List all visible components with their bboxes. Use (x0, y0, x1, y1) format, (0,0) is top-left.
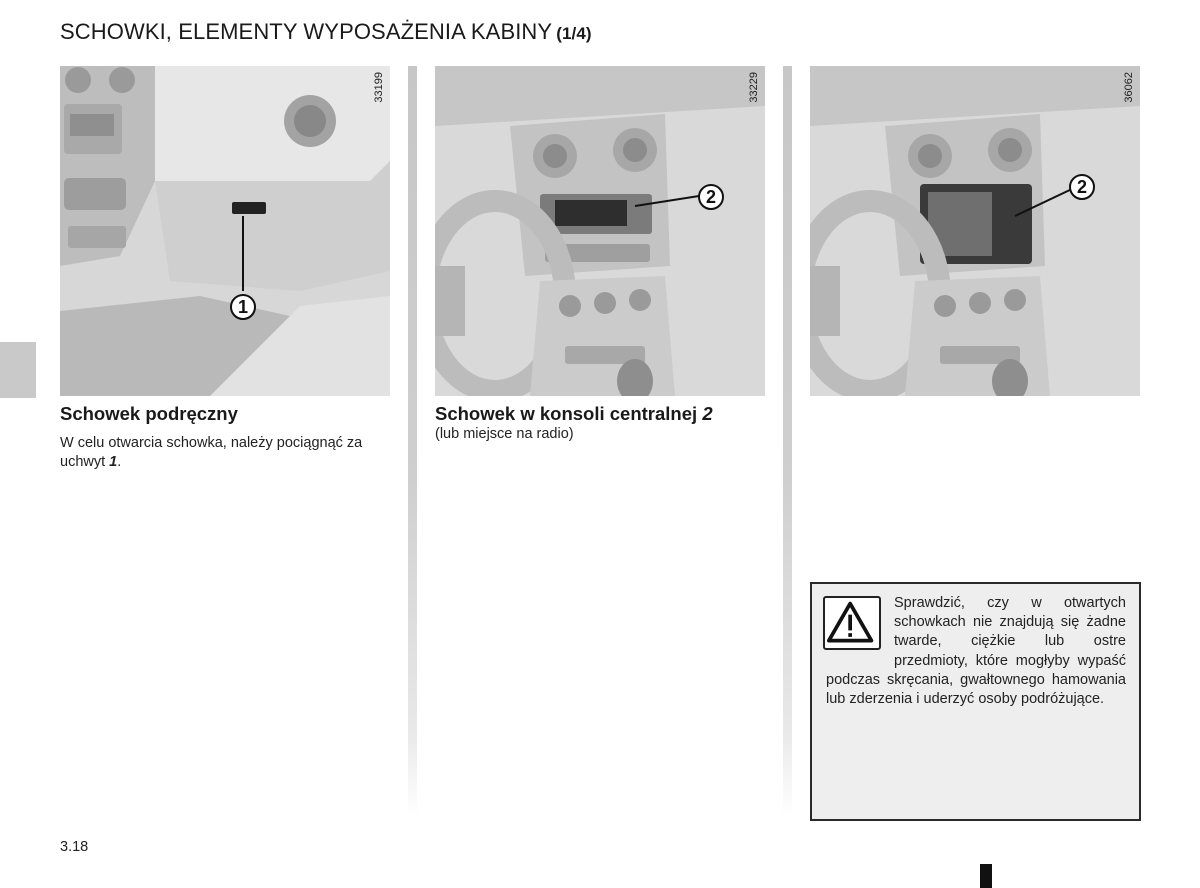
image-code: 36062 (1123, 72, 1135, 103)
page-title-text: SCHOWKI, ELEMENTY WYPOSAŻENIA KABINY (60, 19, 553, 44)
illustration-multimedia-screen (810, 66, 1140, 396)
instruction-text-end: . (117, 454, 122, 470)
section-heading-console-storage (435, 403, 713, 425)
chapter-tab (0, 342, 36, 398)
page-number: 3.18 (60, 839, 89, 855)
callout-console-storage: 2 (698, 184, 724, 210)
section-heading-glove-box: Schowek podręczny (60, 403, 238, 424)
callout-screen: 2 (1069, 174, 1095, 200)
image-code: 33229 (748, 72, 760, 103)
warning-text: Sprawdzić, czy w otwartych schowkach nie znajdują się żadne twarde, ciężkie lub ostre przedmioty, które mogłyby wypaść podczas skręcania, gwałtownego hamowania lub zderzenia i uderzyć osoby podróżujące. (826, 595, 1126, 708)
page-title-suffix: (1/4) (556, 24, 592, 43)
heading-text: Schowek w konsoli centralnej (435, 403, 703, 424)
illustration-console-storage (435, 66, 765, 396)
instruction-text: W celu otwarcia schowka, należy pociągnąć za uchwyt (60, 435, 363, 470)
column-divider-1 (408, 66, 417, 818)
illustration-glove-box (60, 66, 390, 396)
callout-reference: 1 (109, 454, 118, 470)
callout-glove-box-handle: 1 (230, 294, 256, 320)
column-divider-2 (783, 66, 792, 818)
glove-box-instructions (60, 434, 395, 472)
page-edge-marker (980, 864, 992, 888)
warning-box (810, 582, 1141, 821)
callout-reference: 2 (702, 403, 713, 424)
page-title (60, 19, 592, 45)
image-code: 33199 (373, 72, 385, 103)
console-storage-note: (lub miejsce na radio) (435, 426, 574, 442)
